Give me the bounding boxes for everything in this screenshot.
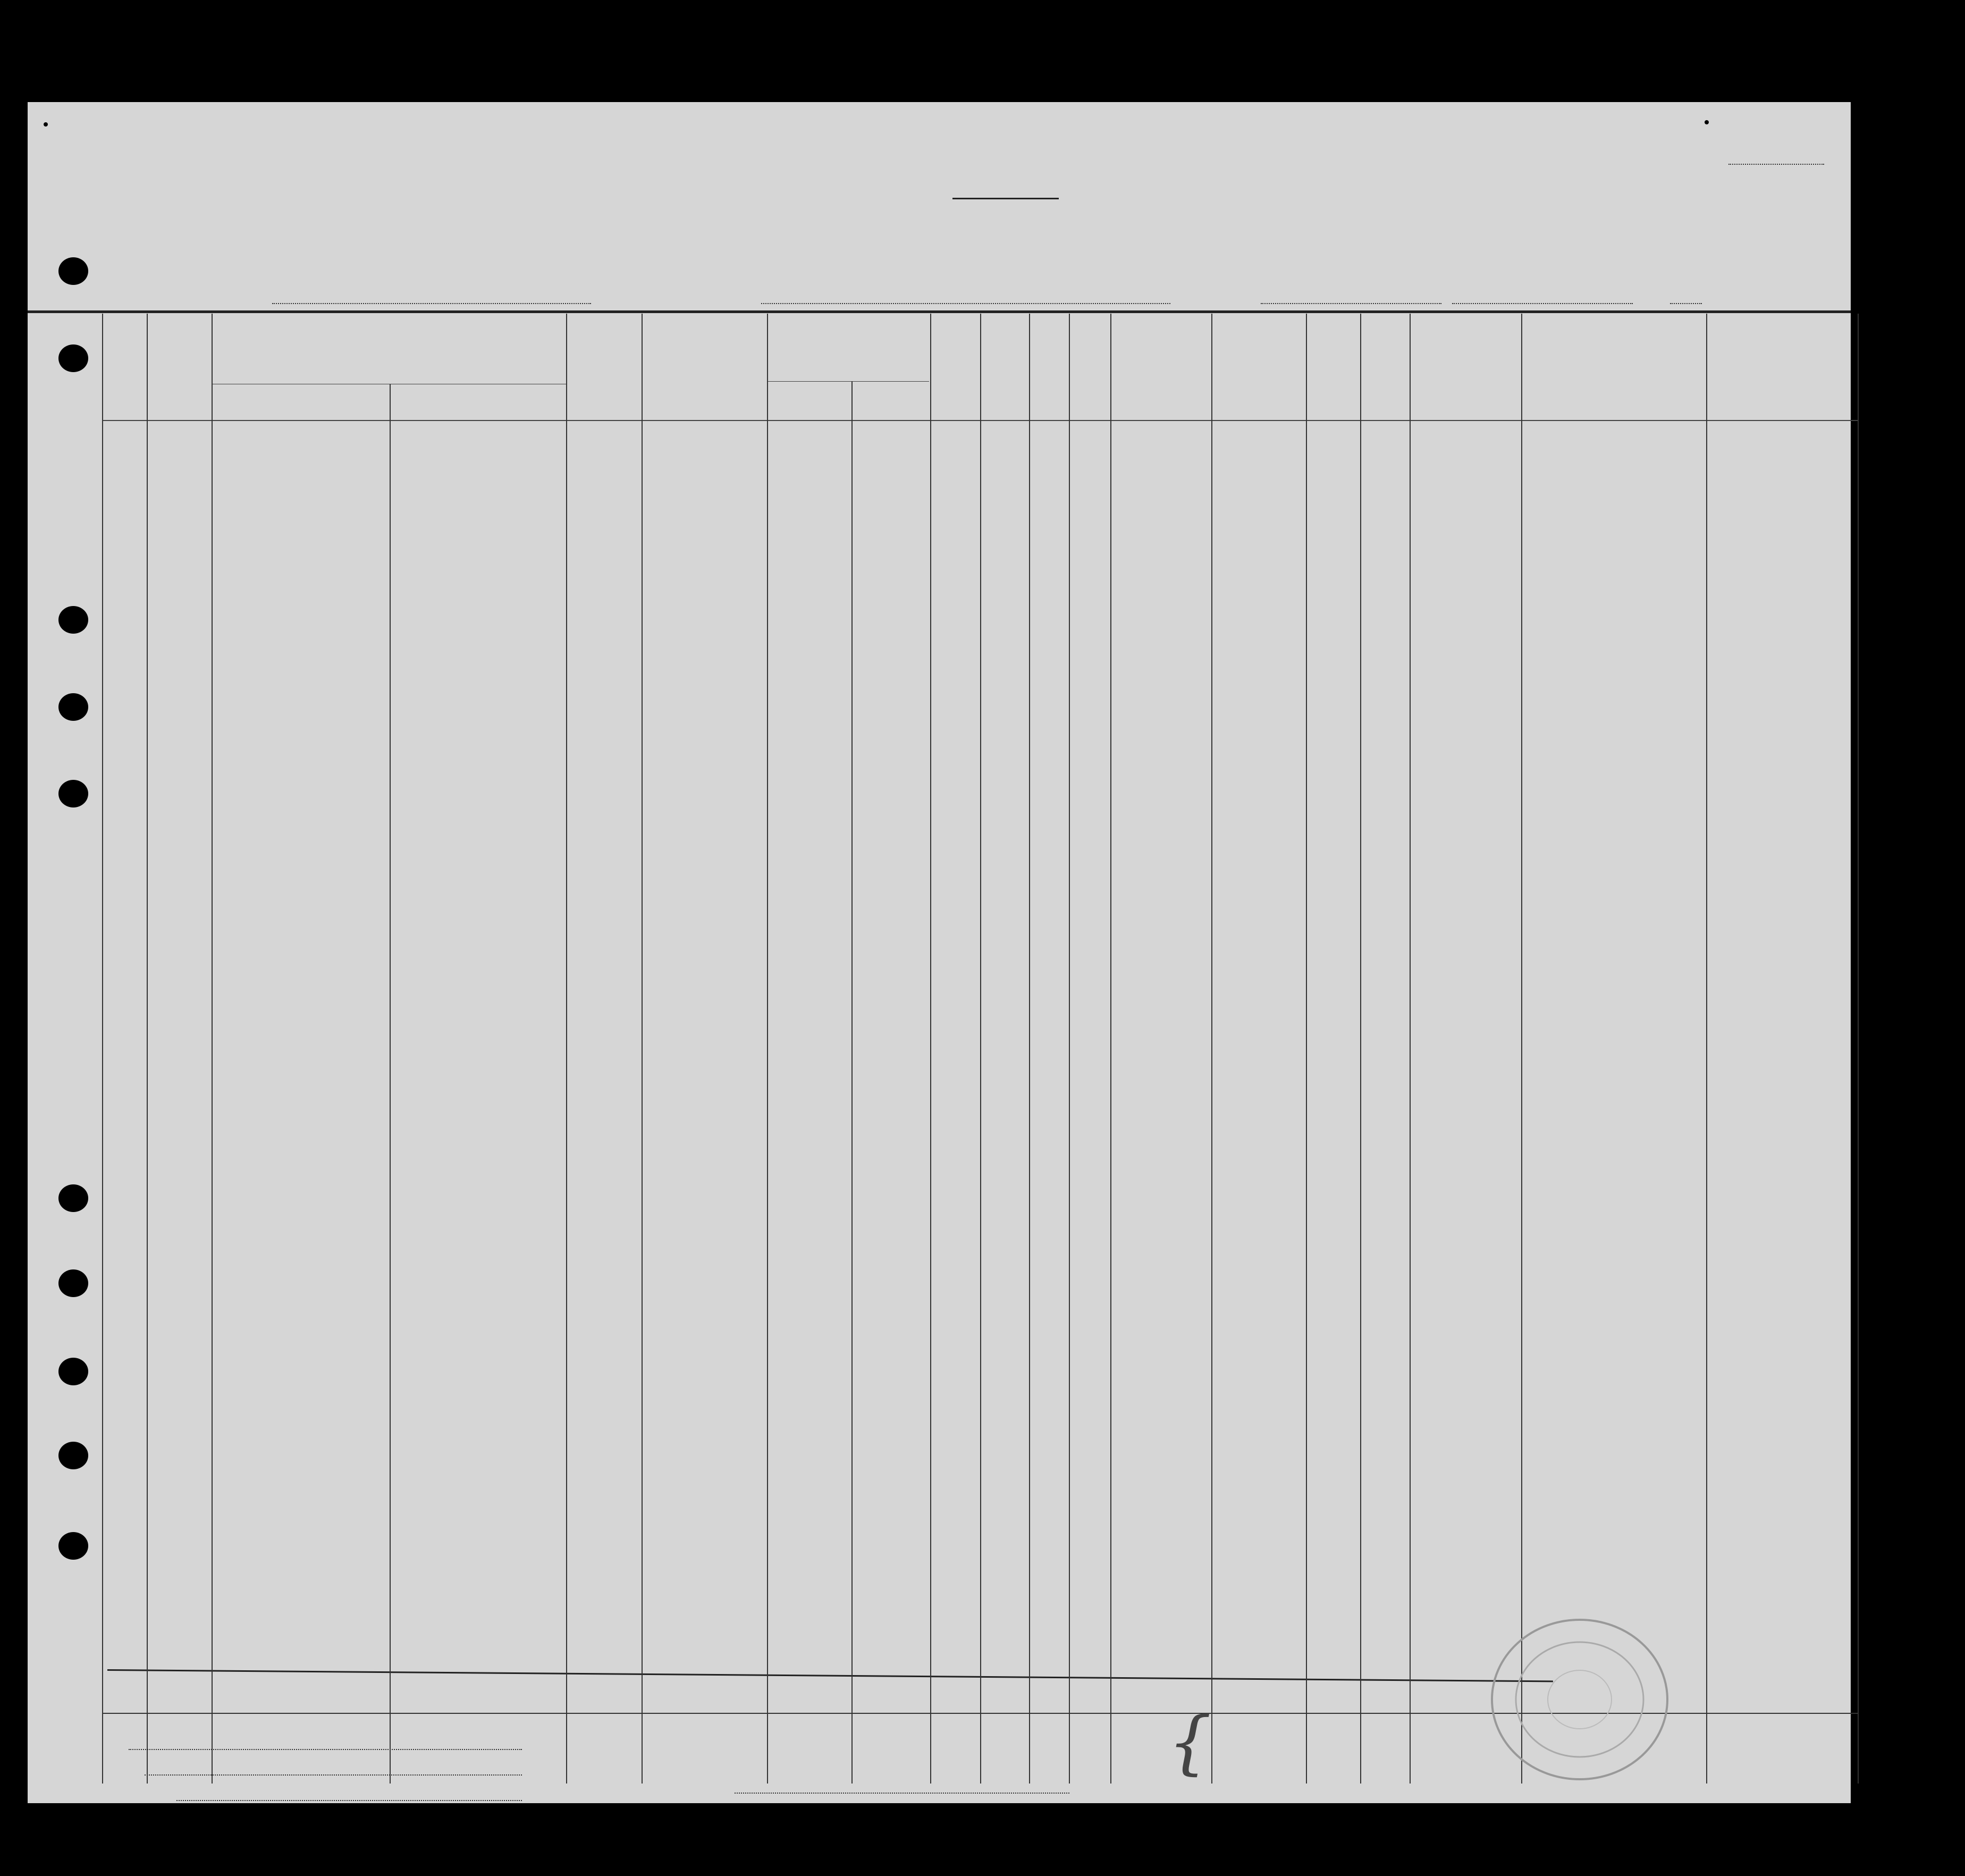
- column-divider: [767, 314, 768, 1784]
- punch-hole: [58, 1442, 88, 1469]
- manifest-sheet: [28, 102, 1851, 1803]
- port-from-underline: [761, 303, 1170, 304]
- punch-hole: [58, 1358, 88, 1385]
- punch-hole: [58, 257, 88, 285]
- vessel-underline: [272, 303, 591, 304]
- owners-underline: [145, 1774, 522, 1776]
- column-divider: [1110, 314, 1111, 1784]
- column-divider: [1029, 314, 1030, 1784]
- column-divider: [102, 314, 103, 1784]
- column-divider: [1306, 314, 1307, 1784]
- column-divider: [930, 314, 931, 1784]
- column-divider: [980, 314, 981, 1784]
- official-seal: [1484, 1612, 1675, 1787]
- column-divider: [212, 314, 213, 1784]
- column-divider: [1521, 314, 1522, 1784]
- table-top-rule: [28, 310, 1851, 313]
- column-divider: [1858, 314, 1859, 1784]
- punch-hole: [58, 1184, 88, 1212]
- column-divider: [642, 314, 643, 1784]
- handwritten-remark: [1472, 641, 1576, 659]
- column-divider: [390, 384, 391, 1784]
- crew-total-rule: [107, 1669, 1553, 1682]
- column-divider: [566, 314, 567, 1784]
- port-to-underline: [1261, 303, 1441, 304]
- punch-hole: [58, 1532, 88, 1560]
- column-divider: [1410, 314, 1411, 1784]
- line-underline: [129, 1749, 522, 1750]
- crew-brace: {: [1168, 1702, 1212, 1782]
- shipped-sub-rule: [768, 381, 929, 382]
- punch-hole: [58, 344, 88, 372]
- inspector-underline: [735, 1793, 1069, 1794]
- punch-hole: [58, 1269, 88, 1297]
- agents-underline: [176, 1800, 522, 1801]
- punch-hole: [58, 606, 88, 634]
- column-divider: [1706, 314, 1707, 1784]
- sheet-underline: [1728, 164, 1824, 165]
- column-divider: [1360, 314, 1361, 1784]
- column-divider: [1069, 314, 1070, 1784]
- date-underline: [1452, 303, 1633, 304]
- title-rule: [952, 198, 1059, 199]
- column-divider: [1211, 314, 1212, 1784]
- column-divider: [851, 381, 853, 1784]
- column-divider: [147, 314, 148, 1784]
- punch-hole: [58, 780, 88, 807]
- punch-hole: [58, 693, 88, 721]
- punch-dot: [1705, 120, 1709, 124]
- punch-dot: [44, 122, 48, 127]
- year-underline: [1670, 303, 1702, 304]
